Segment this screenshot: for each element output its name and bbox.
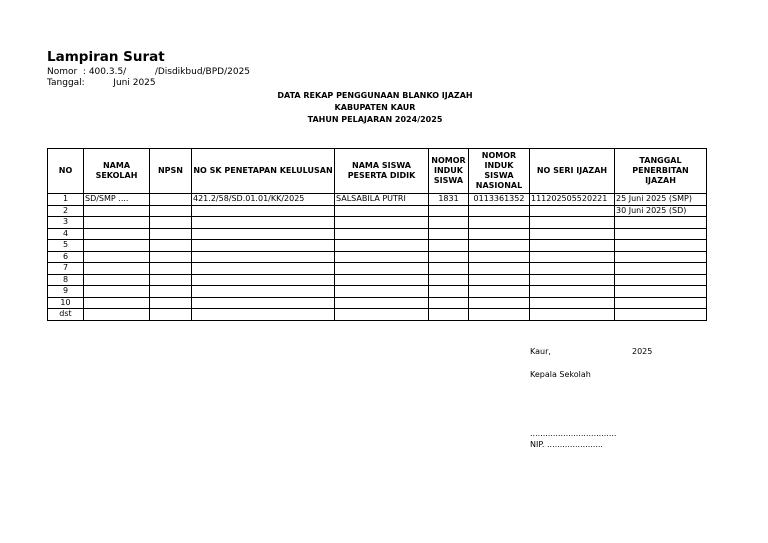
cell-no: dst <box>48 309 84 321</box>
cell-npsn <box>150 263 192 275</box>
cell-nis: 1831 <box>429 194 469 206</box>
cell-npsn <box>150 251 192 263</box>
cell-nisn <box>469 205 530 217</box>
cell-issue-date: 30 Juni 2025 (SD) <box>615 205 707 217</box>
header-school-name: NAMA SEKOLAH <box>84 149 150 194</box>
cell-issue-date <box>615 274 707 286</box>
cell-no: 2 <box>48 205 84 217</box>
cell-serial-number: 111202505520221 <box>530 194 615 206</box>
cell-issue-date <box>615 286 707 298</box>
cell-npsn <box>150 240 192 252</box>
cell-school-name <box>84 286 150 298</box>
table-row <box>48 217 707 229</box>
cell-student-name <box>335 274 429 286</box>
cell-sk-number <box>192 228 335 240</box>
cell-nis <box>429 251 469 263</box>
cell-nisn <box>469 240 530 252</box>
cell-no: 10 <box>48 297 84 309</box>
cell-sk-number <box>192 240 335 252</box>
cell-npsn <box>150 217 192 229</box>
cell-student-name <box>335 205 429 217</box>
cell-sk-number <box>192 217 335 229</box>
table-row <box>48 228 707 240</box>
table-row <box>48 297 707 309</box>
cell-school-name: SD/SMP .... <box>84 194 150 206</box>
cell-serial-number <box>530 240 615 252</box>
cell-nis <box>429 205 469 217</box>
cell-nis <box>429 228 469 240</box>
cell-issue-date <box>615 228 707 240</box>
cell-school-name <box>84 297 150 309</box>
cell-nisn <box>469 217 530 229</box>
heading-title: DATA REKAP PENGGUNAAN BLANKO IJAZAH <box>277 91 473 100</box>
cell-school-name <box>84 251 150 263</box>
signature-place: Kaur, <box>530 347 551 356</box>
cell-npsn <box>150 309 192 321</box>
cell-sk-number <box>192 297 335 309</box>
cell-npsn <box>150 286 192 298</box>
cell-student-name <box>335 240 429 252</box>
cell-student-name <box>335 251 429 263</box>
cell-nis <box>429 274 469 286</box>
cell-no: 8 <box>48 274 84 286</box>
cell-school-name <box>84 205 150 217</box>
cell-nis <box>429 263 469 275</box>
cell-student-name <box>335 217 429 229</box>
table-row <box>48 240 707 252</box>
cell-nisn <box>469 251 530 263</box>
cell-issue-date <box>615 297 707 309</box>
header-student-name: NAMA SISWA PESERTA DIDIK <box>335 149 429 194</box>
table-row <box>48 286 707 298</box>
cell-student-name <box>335 228 429 240</box>
cell-issue-date <box>615 217 707 229</box>
cell-no: 4 <box>48 228 84 240</box>
cell-issue-date: 25 Juni 2025 (SMP) <box>615 194 707 206</box>
cell-issue-date <box>615 263 707 275</box>
cell-student-name <box>335 309 429 321</box>
cell-nisn <box>469 263 530 275</box>
cell-serial-number <box>530 286 615 298</box>
cell-no: 6 <box>48 251 84 263</box>
cell-school-name <box>84 274 150 286</box>
signature-role: Kepala Sekolah <box>530 370 591 379</box>
cell-school-name <box>84 240 150 252</box>
header-serial-number: NO SERI IJAZAH <box>530 149 615 194</box>
cell-serial-number <box>530 228 615 240</box>
cell-school-name <box>84 228 150 240</box>
cell-sk-number <box>192 263 335 275</box>
cell-issue-date <box>615 251 707 263</box>
cell-npsn <box>150 194 192 206</box>
cell-nisn <box>469 309 530 321</box>
cell-nisn <box>469 228 530 240</box>
cell-student-name: SALSABILA PUTRI <box>335 194 429 206</box>
table-row <box>48 205 707 217</box>
cell-nisn <box>469 286 530 298</box>
cell-no: 1 <box>48 194 84 206</box>
cell-sk-number: 421.2/58/SD.01.01/KK/2025 <box>192 194 335 206</box>
cell-nis <box>429 297 469 309</box>
letter-number: Nomor : 400.3.5/ /Disdikbud/BPD/2025 <box>47 67 251 77</box>
cell-serial-number <box>530 251 615 263</box>
cell-sk-number <box>192 205 335 217</box>
table-row <box>48 274 707 286</box>
header-no: NO <box>48 149 84 194</box>
cell-student-name <box>335 297 429 309</box>
header-nis: NOMOR INDUK SISWA <box>429 149 469 194</box>
cell-serial-number <box>530 274 615 286</box>
cell-serial-number <box>530 217 615 229</box>
cell-no: 9 <box>48 286 84 298</box>
cell-npsn <box>150 205 192 217</box>
header-nisn: NOMOR INDUK SISWA NASIONAL <box>469 149 530 194</box>
cell-npsn <box>150 297 192 309</box>
cell-serial-number <box>530 205 615 217</box>
cell-npsn <box>150 274 192 286</box>
cell-school-name <box>84 309 150 321</box>
cell-npsn <box>150 228 192 240</box>
cell-issue-date <box>615 309 707 321</box>
table-row <box>48 309 707 321</box>
cell-sk-number <box>192 251 335 263</box>
cell-nisn <box>469 274 530 286</box>
cell-sk-number <box>192 309 335 321</box>
cell-student-name <box>335 286 429 298</box>
table-row <box>48 251 707 263</box>
table-header-row <box>48 149 707 194</box>
letter-date: Tanggal: Juni 2025 <box>47 78 156 88</box>
heading-school-year: TAHUN PELAJARAN 2024/2025 <box>307 115 443 124</box>
cell-school-name <box>84 263 150 275</box>
cell-nisn <box>469 297 530 309</box>
cell-no: 3 <box>48 217 84 229</box>
cell-nis <box>429 309 469 321</box>
table-row <box>48 263 707 275</box>
document-title: Lampiran Surat <box>47 49 165 65</box>
cell-nis <box>429 217 469 229</box>
cell-serial-number <box>530 309 615 321</box>
signature-name-line: .................................. <box>530 429 617 438</box>
cell-nisn: 0113361352 <box>469 194 530 206</box>
cell-student-name <box>335 263 429 275</box>
cell-nis <box>429 240 469 252</box>
header-npsn: NPSN <box>150 149 192 194</box>
recap-table <box>47 148 707 321</box>
cell-no: 5 <box>48 240 84 252</box>
cell-sk-number <box>192 274 335 286</box>
cell-issue-date <box>615 240 707 252</box>
cell-serial-number <box>530 263 615 275</box>
header-issue-date: TANGGAL PENERBITAN IJAZAH <box>615 149 707 194</box>
header-sk-number: NO SK PENETAPAN KELULUSAN <box>192 149 335 194</box>
signature-nip: NIP. ...................... <box>530 440 603 449</box>
table-row <box>48 194 707 206</box>
cell-no: 7 <box>48 263 84 275</box>
cell-nis <box>429 286 469 298</box>
signature-year: 2025 <box>632 347 653 356</box>
cell-sk-number <box>192 286 335 298</box>
cell-school-name <box>84 217 150 229</box>
heading-regency: KABUPATEN KAUR <box>334 103 416 112</box>
cell-serial-number <box>530 297 615 309</box>
